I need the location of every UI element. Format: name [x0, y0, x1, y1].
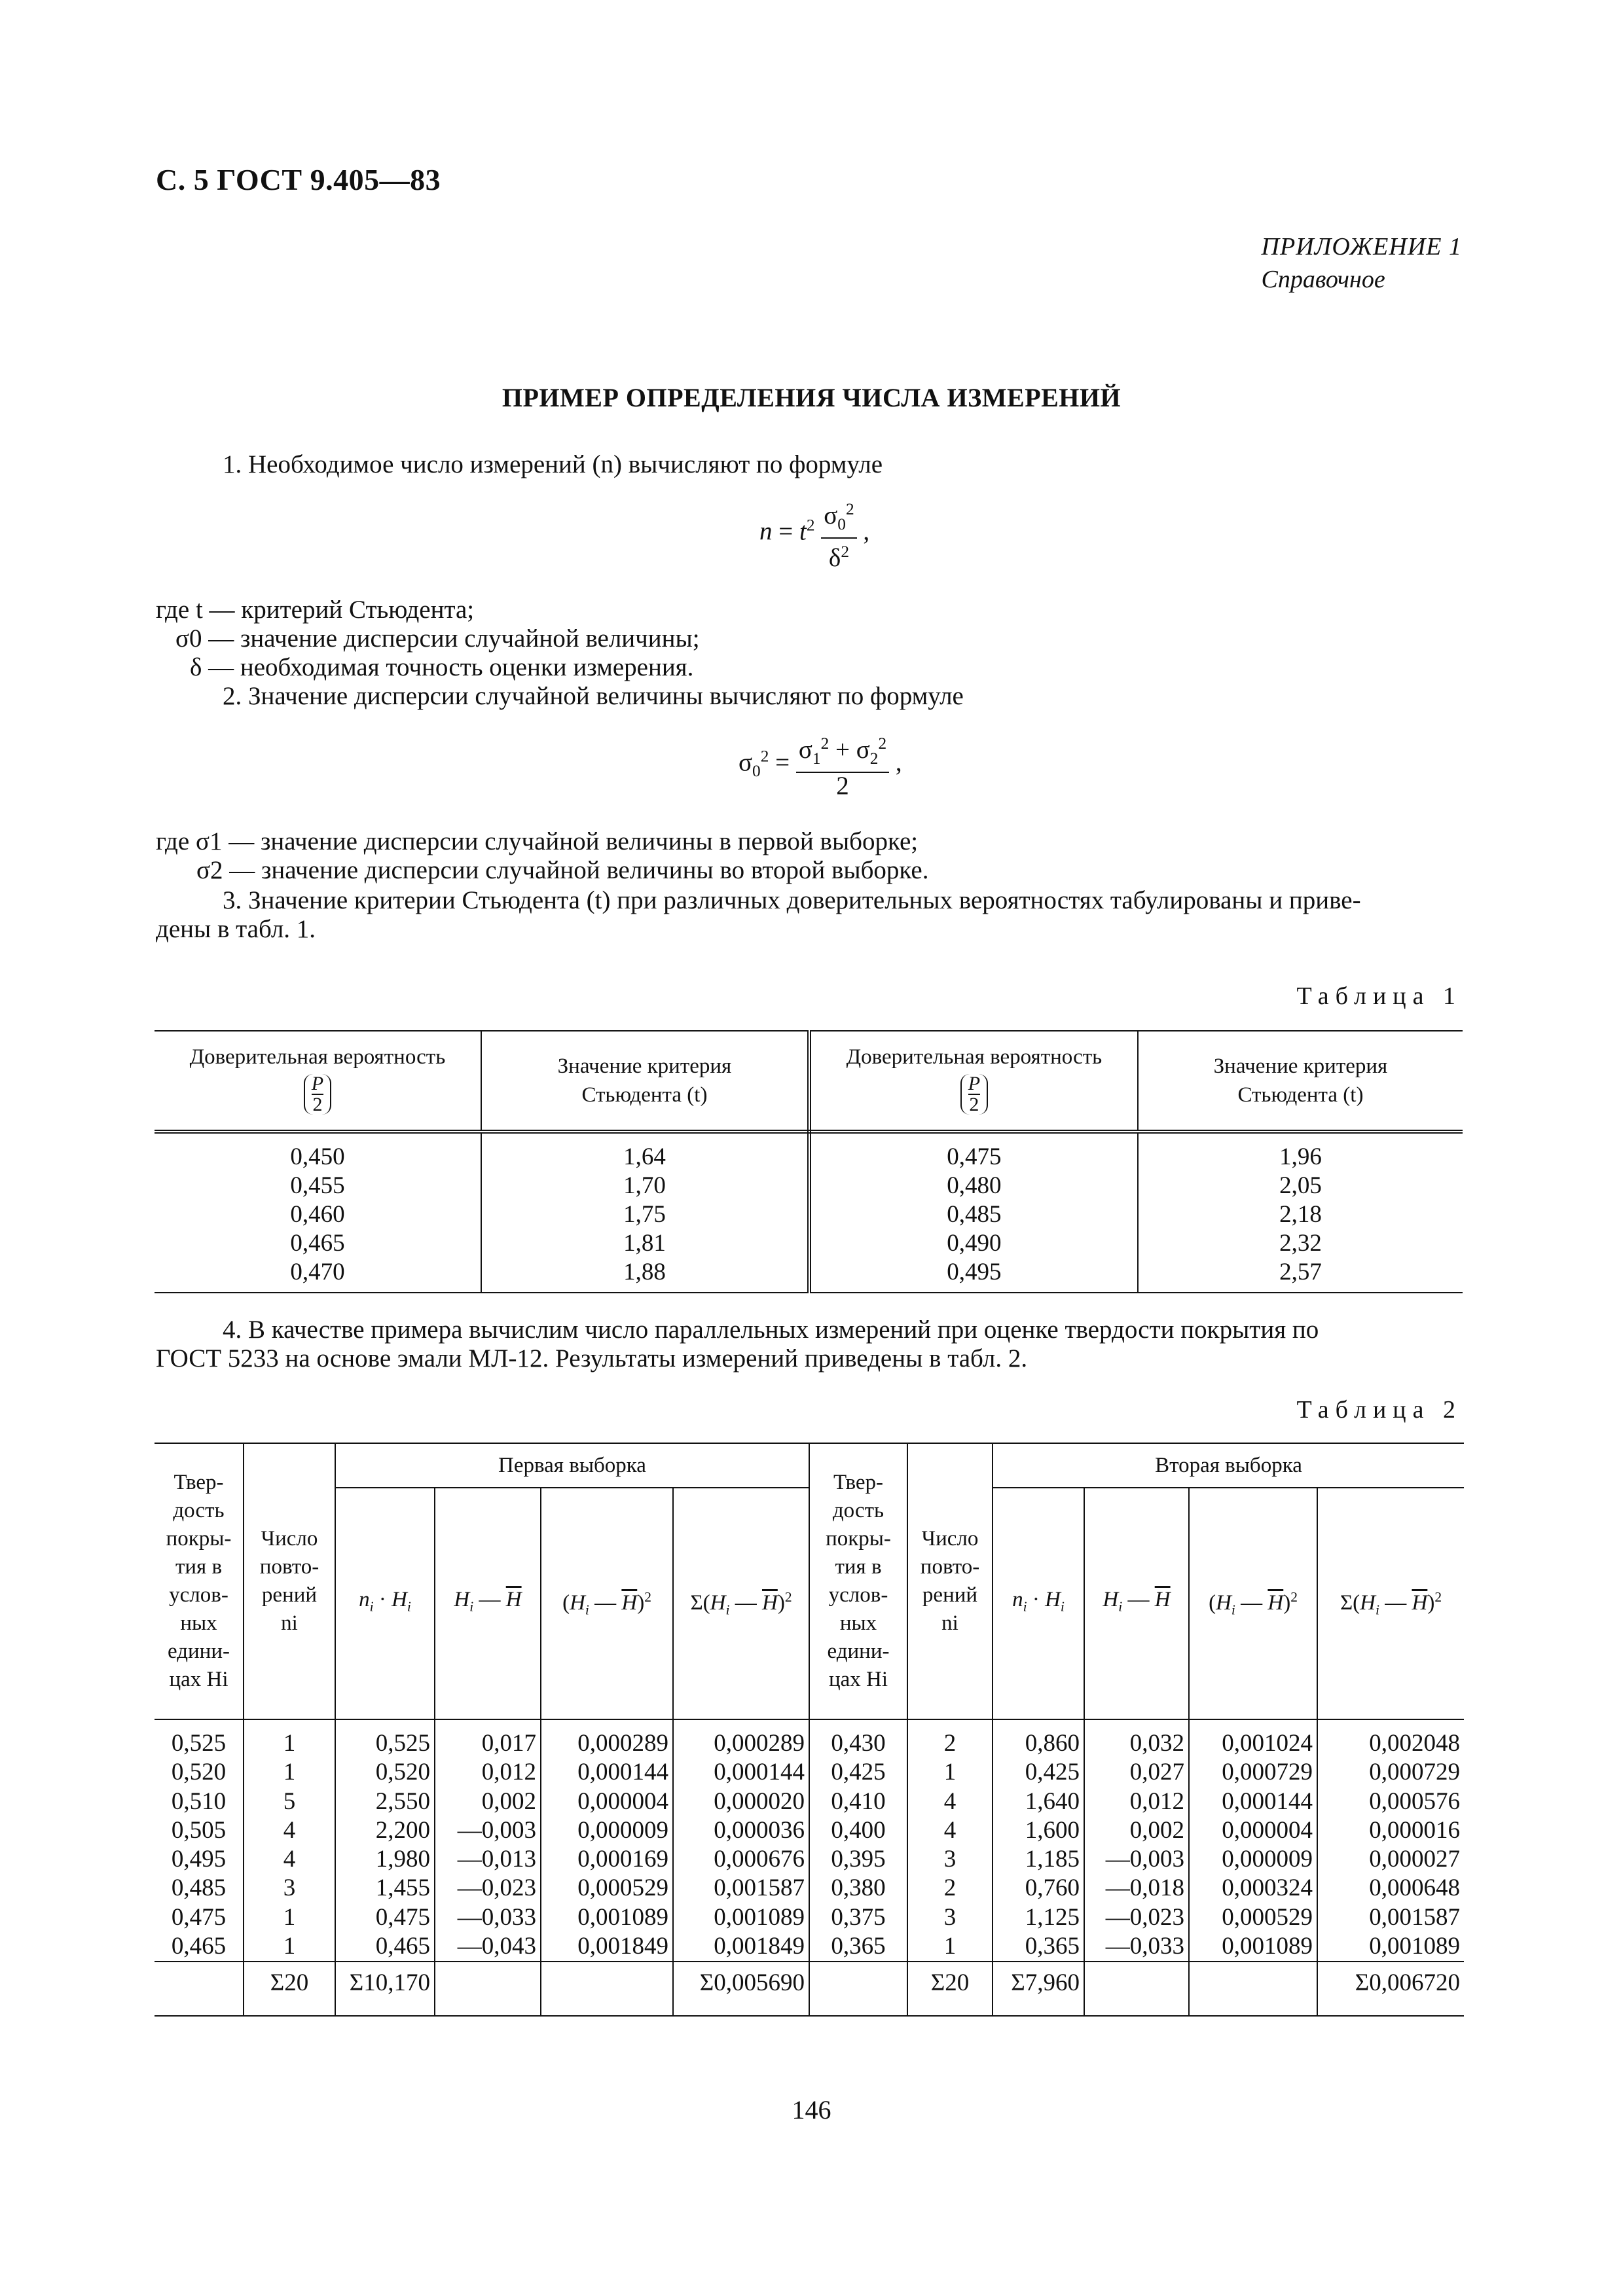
t2-header-line: Число: [921, 1527, 979, 1551]
t2-cell: 0,001587: [1317, 1903, 1464, 1932]
t2-cell: 0,520: [335, 1758, 435, 1787]
t1-cell: 2,05: [1279, 1172, 1322, 1199]
t2-header-line: дость: [832, 1499, 884, 1522]
t2-header-line: рений: [922, 1583, 978, 1607]
t2-header-line: ных: [839, 1611, 877, 1635]
paragraph-2: 2. Значение дисперсии случайной величины вычисляют по формуле: [223, 682, 964, 710]
t2-cell: —0,003: [1084, 1845, 1189, 1874]
t2-total-cell: Σ0,006720: [1317, 1962, 1464, 2015]
t2-header-line: едини-: [827, 1640, 890, 1663]
t2-cell: 2,200: [335, 1816, 435, 1845]
t1-cell: 1,64: [481, 1132, 809, 1172]
t2-cell: 0,000324: [1189, 1874, 1317, 1903]
t2-cell: 3: [907, 1903, 993, 1932]
t2-cell: 0,000020: [673, 1787, 809, 1816]
t2-row: [155, 1903, 1464, 1932]
t2-header-line: рений: [261, 1583, 318, 1607]
appendix-number: ПРИЛОЖЕНИЕ 1: [1261, 233, 1462, 260]
t2-header-line: цах Hi: [828, 1668, 888, 1691]
t1-header-prob-2: Доверительная вероятность $\frac{P}{2}$: [809, 1031, 1138, 1132]
where-t: где t — критерий Стьюдента;: [156, 596, 475, 624]
t2-total-cell: Σ20: [907, 1962, 993, 2015]
t2-cell: 0,380: [809, 1874, 907, 1903]
t2-cell: 0,525: [335, 1719, 435, 1758]
t1-header-crit-1: Значение критерия Стьюдента (t): [481, 1031, 809, 1132]
t1-cell: 1,70: [481, 1172, 809, 1200]
where-sigma0: σ0 — значение дисперсии случайной величины;: [175, 624, 700, 653]
t2-cell: 0,027: [1084, 1758, 1189, 1787]
t2-cell: 0,000036: [673, 1816, 809, 1845]
t1-cell: 1,81: [481, 1229, 809, 1258]
t2-empty-cell: [1189, 1962, 1317, 2015]
t2-cell: 0,000529: [1189, 1903, 1317, 1932]
t1-row: [155, 1172, 1463, 1200]
table1-caption: Таблица 1: [1296, 982, 1462, 1010]
table-2: [155, 1443, 1464, 2017]
t2-cell: 1,185: [993, 1845, 1084, 1874]
where-sigma2: σ2 — значение дисперсии случайной величины во второй выборке.: [196, 856, 929, 884]
t2-cell: 0,000648: [1317, 1874, 1464, 1903]
t2-cell: 1: [907, 1932, 993, 1962]
t2-cell: —0,023: [1084, 1903, 1189, 1932]
t2-cell: 0,001024: [1189, 1719, 1317, 1758]
t2-header-first-sample: Первая выборка: [335, 1443, 809, 1488]
t2-cell: 0,365: [993, 1932, 1084, 1962]
t2-cell: 4: [244, 1816, 335, 1845]
t2-header-diff-1: $H_i$ — $\overline{H}$: [435, 1488, 541, 1719]
t2-cell: 1: [244, 1903, 335, 1932]
t1-row: [155, 1200, 1463, 1229]
t2-row: [155, 1845, 1464, 1874]
t2-cell: —0,033: [1084, 1932, 1189, 1962]
t2-cell: 1: [244, 1932, 335, 1962]
t2-header-ni-hi-1: $n_i \cdot H_i$: [335, 1488, 435, 1719]
paragraph-3-line-1: 3. Значение критерии Стьюдента (t) при различных доверительных вероятностях табулированы и приве-: [223, 886, 1361, 914]
t2-empty-cell: [155, 1962, 244, 2015]
t2-cell: 4: [907, 1816, 993, 1845]
t2-header-sum-2: $\Sigma(H_i$ — $\overline{H})^2$: [1317, 1488, 1464, 1719]
t2-cell: 0,001089: [673, 1903, 809, 1932]
t1-cell: 0,465: [155, 1229, 481, 1258]
t2-cell: —0,043: [435, 1932, 541, 1962]
t2-cell: 0,475: [335, 1903, 435, 1932]
t2-total-cell: Σ10,170: [335, 1962, 435, 2015]
t2-header-second-sample: Вторая выборка: [993, 1443, 1464, 1488]
t1-cell: 0,455: [155, 1172, 481, 1200]
t2-header-line: цах Hi: [169, 1668, 228, 1691]
t2-empty-cell: [809, 1962, 907, 2015]
t2-cell: 0,000289: [541, 1719, 673, 1758]
where-delta: δ — необходимая точность оценки измерения.: [190, 653, 694, 681]
t2-row: [155, 1758, 1464, 1787]
t2-cell: 0,000676: [673, 1845, 809, 1874]
appendix-type: Справочное: [1261, 266, 1385, 293]
t2-cell: 0,475: [171, 1903, 227, 1931]
t2-cell: 1,455: [335, 1874, 435, 1903]
t2-cell: 0,425: [993, 1758, 1084, 1787]
t2-cell: 4: [244, 1845, 335, 1874]
t2-header-line: едини-: [168, 1640, 230, 1663]
t2-header-line: ni: [281, 1611, 298, 1635]
t2-cell: 0,760: [993, 1874, 1084, 1903]
t2-cell: 0,000729: [1317, 1758, 1464, 1787]
t1-cell: 0,480: [809, 1172, 1138, 1200]
t2-header-sq-2: ($H_i$ — $\overline{H})^2$: [1189, 1488, 1317, 1719]
t2-total-cell: Σ0,005690: [673, 1962, 809, 2015]
t2-cell: 0,000009: [1189, 1845, 1317, 1874]
t2-header-sum-1: $\Sigma(H_i$ — $\overline{H})^2$: [673, 1488, 809, 1719]
t2-cell: 0,505: [171, 1816, 227, 1844]
t2-cell: 0,001849: [673, 1932, 809, 1962]
formula-sigma0: $\sigma_0^2$ = $\frac{\sigma_1^2 + \sigma_2^2}{2}$ ,: [739, 730, 902, 799]
t2-cell: 0,000169: [541, 1845, 673, 1874]
t2-cell: 0,425: [809, 1758, 907, 1787]
t2-cell: 0,000529: [541, 1874, 673, 1903]
t1-row: [155, 1258, 1463, 1293]
t1-header-crit-2: Значение критерия Стьюдента (t): [1138, 1031, 1463, 1132]
t2-cell: 0,430: [809, 1719, 907, 1758]
t1-cell: 0,495: [809, 1258, 1138, 1293]
t2-cell: 0,465: [171, 1933, 227, 1960]
t2-cell: —0,013: [435, 1845, 541, 1874]
t2-header-line: тия в: [835, 1555, 882, 1579]
t2-cell: 0,860: [993, 1719, 1084, 1758]
t2-totals-row: [155, 1962, 1464, 2015]
t2-cell: 1: [907, 1758, 993, 1787]
t1-row: [155, 1229, 1463, 1258]
t2-cell: 0,002: [1084, 1816, 1189, 1845]
t2-cell: 2,550: [335, 1787, 435, 1816]
t2-cell: 0,012: [1084, 1787, 1189, 1816]
t2-cell: 0,000004: [1189, 1816, 1317, 1845]
t2-cell: 0,000009: [541, 1816, 673, 1845]
t2-cell: —0,023: [435, 1874, 541, 1903]
t2-header-line: дость: [173, 1499, 225, 1522]
t2-header-line: ni: [941, 1611, 958, 1635]
t2-row: [155, 1816, 1464, 1845]
t2-cell: 0,000144: [673, 1758, 809, 1787]
t2-cell: 0,001587: [673, 1874, 809, 1903]
t1-cell: 0,470: [155, 1258, 481, 1293]
t2-cell: 0,000576: [1317, 1787, 1464, 1816]
t2-cell: 0,400: [809, 1816, 907, 1845]
t2-empty-cell: [435, 1962, 541, 2015]
t2-cell: 0,000144: [541, 1758, 673, 1787]
t2-header-line: повто-: [920, 1555, 980, 1579]
t2-row: [155, 1787, 1464, 1816]
t2-cell: 1,640: [993, 1787, 1084, 1816]
t2-cell: 0,410: [809, 1787, 907, 1816]
t2-header-line: покры-: [166, 1527, 232, 1551]
t2-cell: 0,375: [809, 1903, 907, 1932]
where-sigma1: где σ1 — значение дисперсии случайной величины в первой выборке;: [156, 827, 919, 855]
appendix-label: [1262, 230, 1462, 296]
t2-cell: 0,002048: [1317, 1719, 1464, 1758]
table2-caption: Таблица 2: [1296, 1396, 1462, 1424]
t2-row: [155, 1932, 1464, 1962]
t2-cell: 0,032: [1084, 1719, 1189, 1758]
t1-cell: 0,485: [809, 1200, 1138, 1229]
t1-row: [155, 1132, 1463, 1172]
t2-cell: 0,395: [809, 1845, 907, 1874]
t1-cell: 0,475: [809, 1132, 1138, 1172]
t2-header-line: тия в: [175, 1555, 223, 1579]
t2-total-cell: Σ7,960: [993, 1962, 1084, 2015]
t2-cell: 4: [907, 1787, 993, 1816]
t2-header-hardness-1: [155, 1443, 244, 1719]
t1-cell: 0,460: [155, 1200, 481, 1229]
t1-cell: 2,32: [1279, 1230, 1322, 1257]
t2-header-line: Твер-: [173, 1471, 224, 1494]
t2-header-ni-hi-2: $n_i \cdot H_i$: [993, 1488, 1084, 1719]
t2-cell: 2: [907, 1874, 993, 1903]
t2-header-count-2: [907, 1443, 993, 1719]
t2-cell: 0,001089: [1317, 1932, 1464, 1962]
t2-cell: 0,510: [171, 1787, 227, 1815]
t2-cell: 0,000016: [1317, 1816, 1464, 1845]
t2-cell: —0,003: [435, 1816, 541, 1845]
t2-header-count-1: [244, 1443, 335, 1719]
t1-cell: 2,18: [1279, 1201, 1322, 1228]
t2-cell: 1: [244, 1719, 335, 1758]
t2-header-line: ных: [180, 1611, 217, 1635]
t2-cell: 0,485: [171, 1874, 227, 1902]
t1-cell: 2,57: [1138, 1258, 1463, 1293]
t2-cell: 0,000144: [1189, 1787, 1317, 1816]
t2-cell: 0,525: [171, 1730, 227, 1757]
t2-cell: 0,001089: [1189, 1932, 1317, 1962]
t2-row: [155, 1874, 1464, 1903]
t2-cell: 1,125: [993, 1903, 1084, 1932]
t2-cell: 5: [244, 1787, 335, 1816]
t2-cell: 0,000027: [1317, 1845, 1464, 1874]
t1-header-prob-1: Доверительная вероятность $\frac{P}{2}$: [155, 1031, 481, 1132]
t2-header-hardness-2: [809, 1443, 907, 1719]
paragraph-3-line-2: дены в табл. 1.: [156, 915, 316, 943]
t2-header-line: Число: [261, 1527, 318, 1551]
t2-cell: 0,001849: [541, 1932, 673, 1962]
t2-empty-cell: [1084, 1962, 1189, 2015]
t2-cell: 1,600: [993, 1816, 1084, 1845]
t2-header-line: повто-: [259, 1555, 319, 1579]
page-header: С. 5 ГОСТ 9.405—83: [156, 163, 441, 196]
t2-cell: 0,002: [435, 1787, 541, 1816]
t2-cell: 0,001089: [541, 1903, 673, 1932]
paragraph-4-line-1: 4. В качестве примера вычислим число параллельных измерений при оценке твердости покрытия по: [223, 1316, 1319, 1344]
t1-cell: 1,96: [1279, 1143, 1322, 1170]
t1-cell: 0,450: [155, 1132, 481, 1172]
t2-header-line: услов-: [828, 1583, 888, 1607]
t2-cell: 0,000289: [673, 1719, 809, 1758]
t2-cell: 2: [907, 1719, 993, 1758]
formula-n: $n = t^2$ $\frac{\sigma_0^2}{\delta^2}$ ,: [759, 496, 869, 571]
t2-cell: 0,495: [171, 1846, 227, 1873]
t2-empty-cell: [541, 1962, 673, 2015]
t2-cell: 0,520: [171, 1759, 227, 1786]
t2-total-cell: Σ20: [244, 1962, 335, 2015]
t2-header-line: услов-: [169, 1583, 228, 1607]
table-1: [155, 1030, 1463, 1293]
t2-cell: 0,017: [435, 1719, 541, 1758]
t2-cell: 3: [907, 1845, 993, 1874]
document-title: ПРИМЕР ОПРЕДЕЛЕНИЯ ЧИСЛА ИЗМЕРЕНИЙ: [501, 383, 1122, 412]
t1-cell: 1,75: [481, 1200, 809, 1229]
t2-row: [155, 1719, 1464, 1758]
t2-cell: 0,365: [809, 1932, 907, 1962]
paragraph-4-line-2: ГОСТ 5233 на основе эмали МЛ-12. Результаты измерений приведены в табл. 2.: [156, 1344, 1028, 1372]
t2-header-line: Твер-: [833, 1471, 884, 1494]
t2-cell: 1,980: [335, 1845, 435, 1874]
page-number: 146: [792, 2095, 831, 2125]
t2-cell: 1: [244, 1758, 335, 1787]
t1-cell: 0,490: [809, 1229, 1138, 1258]
t2-cell: 0,000004: [541, 1787, 673, 1816]
t2-header-line: покры-: [826, 1527, 891, 1551]
t2-cell: 0,000729: [1189, 1758, 1317, 1787]
t2-cell: 0,465: [335, 1932, 435, 1962]
t2-cell: —0,018: [1084, 1874, 1189, 1903]
paragraph-1: 1. Необходимое число измерений (n) вычисляют по формуле: [223, 450, 883, 478]
t2-cell: —0,033: [435, 1903, 541, 1932]
t2-header-diff-2: $H_i$ — $\overline{H}$: [1084, 1488, 1189, 1719]
t2-header-sq-1: ($H_i$ — $\overline{H})^2$: [541, 1488, 673, 1719]
t1-cell: 1,88: [481, 1258, 809, 1293]
t2-cell: 0,012: [435, 1758, 541, 1787]
t2-cell: 3: [244, 1874, 335, 1903]
